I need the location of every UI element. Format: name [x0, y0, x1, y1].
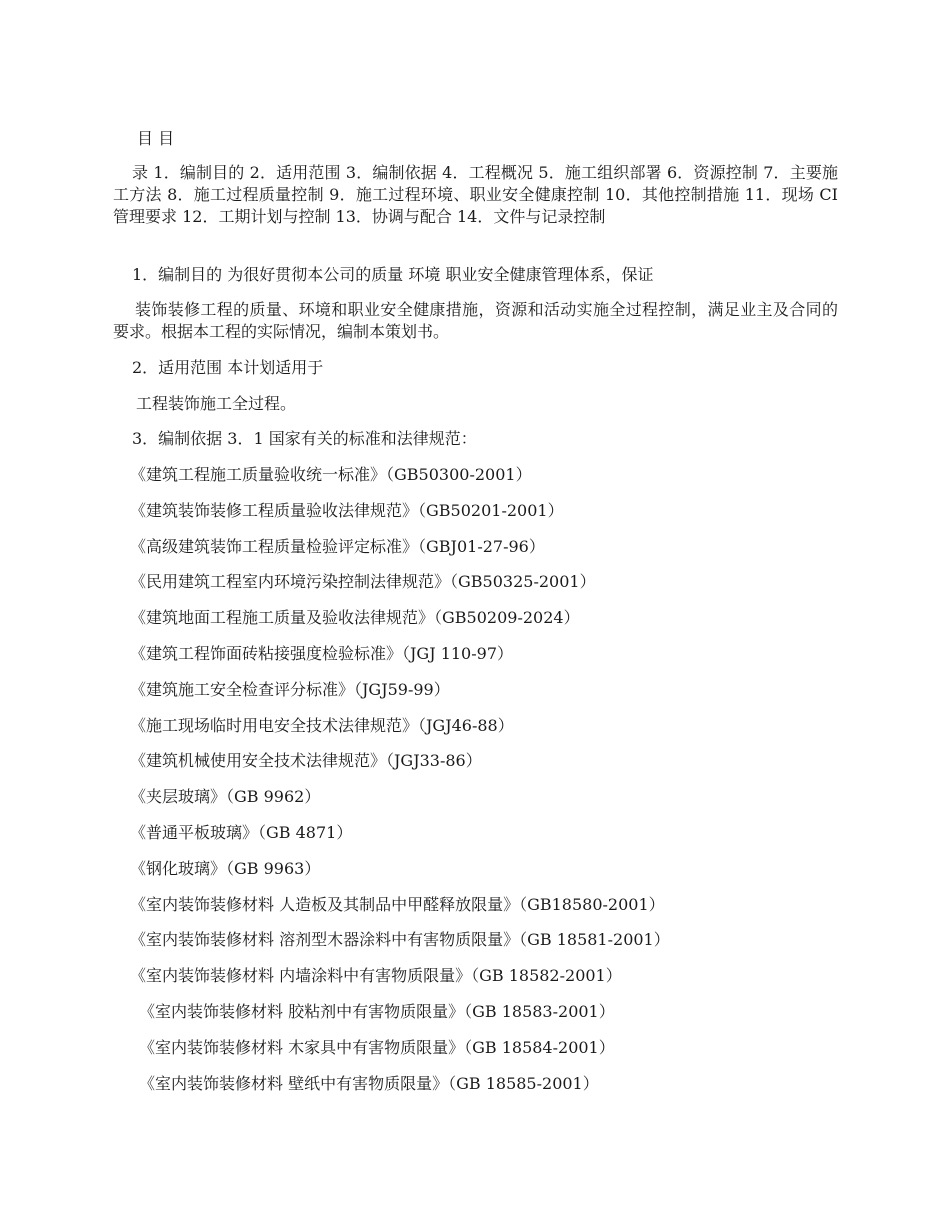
standard-item: 《民用建筑工程室内环境污染控制法律规范》（GB50325-2001） — [130, 572, 596, 591]
standard-item: 《室内装饰装修材料 内墙涂料中有害物质限量》（GB 18582-2001） — [130, 966, 622, 985]
standard-item: 《建筑机械使用安全技术法律规范》（JGJ33-86） — [130, 751, 482, 770]
section-3-title: 3．编制依据 3．1 国家有关的标准和法律规范： — [132, 429, 477, 448]
standard-item: 《普通平板玻璃》（GB 4871） — [130, 823, 353, 842]
standard-item: 《建筑工程饰面砖粘接强度检验标准》（JGJ 110-97） — [130, 644, 514, 663]
standard-item: 《建筑地面工程施工质量及验收法律规范》（GB50209-2024） — [130, 608, 580, 627]
document-heading: 目 目 — [137, 129, 175, 148]
standard-item: 《施工现场临时用电安全技术法律规范》（JGJ46-88） — [130, 716, 514, 735]
standard-item: 《夹层玻璃》（GB 9962） — [130, 787, 321, 806]
standard-item: 《建筑施工安全检查评分标准》（JGJ59-99） — [130, 680, 450, 699]
standard-item: 《室内装饰装修材料 人造板及其制品中甲醛释放限量》（GB18580-2001） — [130, 895, 665, 914]
standard-item: 《钢化玻璃》（GB 9963） — [130, 859, 321, 878]
standard-item: 《室内装饰装修材料 胶粘剂中有害物质限量》（GB 18583-2001） — [139, 1002, 615, 1021]
standard-item: 《室内装饰装修材料 溶剂型木器涂料中有害物质限量》（GB 18581-2001） — [130, 930, 670, 949]
standard-item: 《建筑装饰装修工程质量验收法律规范》（GB50201-2001） — [130, 501, 564, 520]
section-2-title: 2．适用范围 本计划适用于 — [132, 358, 324, 377]
section-1-title: 1．编制目的 为很好贯彻本公司的质量 环境 职业安全健康管理体系，保证 — [132, 265, 654, 284]
standard-item: 《室内装饰装修材料 壁纸中有害物质限量》（GB 18585-2001） — [139, 1074, 599, 1093]
section-2-body: 工程装饰施工全过程。 — [136, 394, 297, 413]
standard-item: 《建筑工程施工质量验收统一标准》（GB50300-2001） — [130, 465, 532, 484]
standard-item: 《室内装饰装修材料 木家具中有害物质限量》（GB 18584-2001） — [139, 1038, 615, 1057]
standard-item: 《高级建筑装饰工程质量检验评定标准》（GBJ01-27-96） — [130, 537, 545, 556]
table-of-contents: 录 1．编制目的 2．适用范围 3．编制依据 4．工程概况 5．施工组织部署 6．资源控制 7．主要施工方法 8．施工过程质量控制 9．施工过程环境、职业安全健康控制 10．其他控制措施 11．现场 CI 管理要求 12．工期计划与控制 13．协调与配合 14．文件与记录控制 — [113, 163, 838, 226]
section-1-body: 装饰装修工程的质量、环境和职业安全健康措施，资源和活动实施全过程控制，满足业主及合同的要求。根据本工程的实际情况，编制本策划书。 — [113, 300, 838, 341]
